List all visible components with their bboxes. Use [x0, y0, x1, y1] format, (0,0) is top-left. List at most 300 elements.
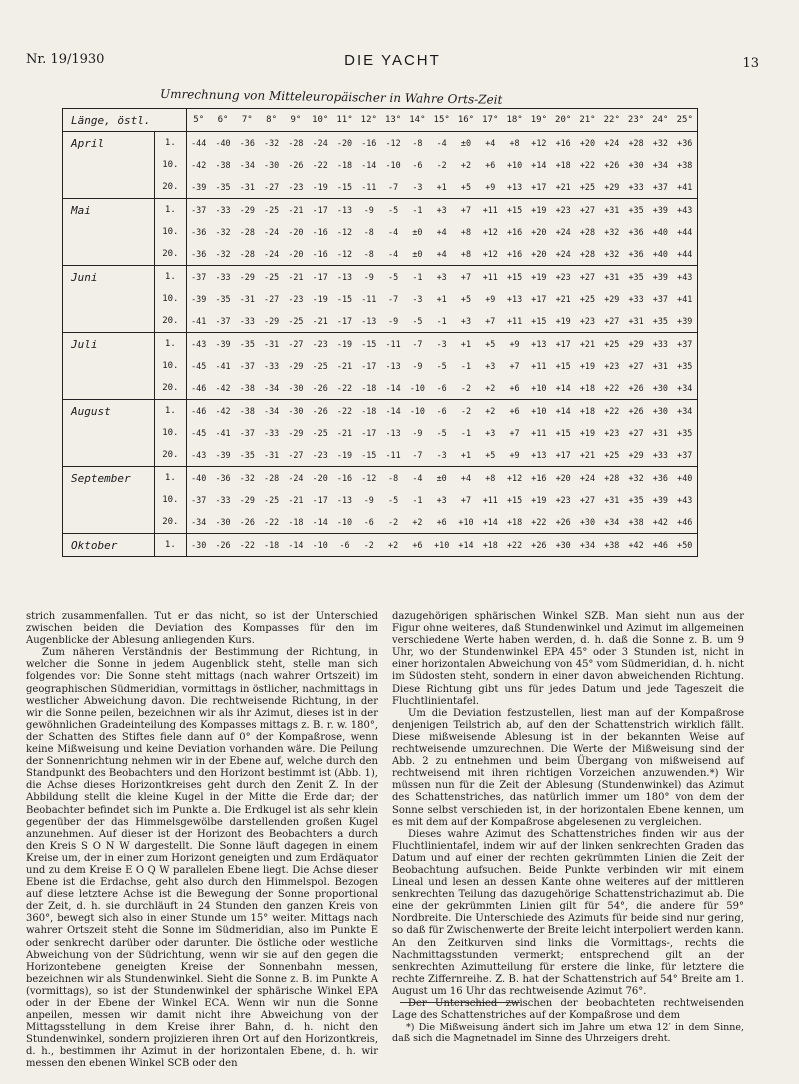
- correction-value-cell: -42: [191, 160, 207, 170]
- month-cell: September: [63, 467, 155, 490]
- correction-value-cell: +21: [575, 333, 599, 356]
- correction-value-cell: -35: [235, 333, 259, 356]
- correction-value-cell: +18: [579, 383, 596, 393]
- correction-value-cell: +36: [628, 227, 644, 237]
- correction-value-cell: -26: [211, 534, 235, 557]
- table-row: [63, 355, 698, 377]
- correction-value-cell: +11: [482, 495, 498, 505]
- correction-value-cell: -22: [264, 517, 280, 527]
- body-paragraph: Dieses wahre Azimut des Schattenstriches finden wir aus der Fluchtlinientafel, indem wir auf der linken senkrechten Graden das Datum und auf einer der rechten gekrümmten Linien die Zeit der Beobachtung aufsuchen. Beide Punkte verbinden wir mit einem Lineal und lesen an dessen Kante ohne weiteres auf der mittleren senkrechten Teilung das dazugehörige Schattenstrichazimut ab. Die eine der gekrümmten Linien gilt für 54°, die andere für 59° Nordbreite. Die Unterschiede des Azimuts für beide sind nur gering, so daß für Zwischenwerte der Breite leicht interpoliert werden kann. An den Zeitkurven sind links die Vormittags-, rechts die Nachmittagsstunden vermerkt; entsprechend gilt an der senkrechten Azimutteilung für erstere die linke, für letztere die rechte Ziffernreihe. Z. B. hat der Schattenstrich auf 54° Breite am 1. August um 16 Uhr das rechtweisende Azimut 76°.: [392, 828, 744, 997]
- correction-value-cell: +13: [527, 333, 551, 356]
- correction-value-cell: +50: [673, 534, 698, 557]
- correction-value-cell: +32: [652, 138, 668, 148]
- correction-value-cell: +27: [628, 428, 644, 438]
- correction-value-cell: +26: [604, 160, 620, 170]
- longitude-header: 5°: [186, 109, 211, 132]
- correction-value-cell: -6: [332, 534, 356, 557]
- correction-value-cell: +23: [604, 428, 620, 438]
- correction-value-cell: +28: [628, 138, 644, 148]
- month-cell: [63, 355, 155, 377]
- correction-value-cell: +19: [531, 495, 547, 505]
- correction-value-cell: -28: [259, 467, 283, 490]
- correction-value-cell: -7: [388, 294, 399, 304]
- issue-number: Nr. 19/1930: [26, 52, 105, 67]
- correction-value-cell: +22: [531, 517, 547, 527]
- correction-value-cell: -1: [405, 199, 429, 222]
- month-cell: [63, 288, 155, 310]
- correction-value-cell: +8: [460, 249, 472, 259]
- correction-value-cell: +21: [555, 294, 571, 304]
- correction-value-cell: +28: [600, 467, 624, 490]
- longitude-header: 16°: [454, 109, 478, 132]
- text-column-left: [26, 611, 378, 1071]
- correction-value-cell: +9: [485, 182, 496, 192]
- correction-value-cell: +34: [575, 534, 599, 557]
- correction-value-cell: -27: [264, 182, 280, 192]
- month-cell: Juli: [63, 333, 155, 356]
- correction-value-cell: -25: [259, 199, 283, 222]
- correction-value-cell: +14: [531, 160, 547, 170]
- correction-value-cell: -14: [361, 160, 377, 170]
- correction-value-cell: -28: [239, 227, 255, 237]
- correction-value-cell: +31: [652, 361, 668, 371]
- correction-value-cell: +40: [652, 249, 668, 259]
- correction-value-cell: ±0: [460, 138, 472, 148]
- correction-value-cell: -5: [381, 266, 405, 289]
- month-cell: [63, 243, 155, 266]
- correction-value-cell: -14: [284, 534, 308, 557]
- longitude-header: 24°: [648, 109, 672, 132]
- table-row: [63, 400, 698, 423]
- correction-value-cell: -37: [191, 495, 207, 505]
- table-row: [63, 154, 698, 176]
- longitude-header: 15°: [430, 109, 454, 132]
- correction-value-cell: +4: [436, 227, 447, 237]
- time-conversion-table: [62, 108, 698, 557]
- correction-value-cell: -14: [385, 383, 401, 393]
- correction-value-cell: -7: [412, 450, 423, 460]
- correction-value-cell: -14: [381, 400, 405, 423]
- correction-value-cell: +13: [507, 182, 523, 192]
- correction-value-cell: +35: [624, 199, 648, 222]
- correction-value-cell: -42: [215, 383, 231, 393]
- correction-value-cell: +7: [454, 266, 478, 289]
- correction-value-cell: +17: [531, 294, 547, 304]
- correction-value-cell: +35: [677, 428, 693, 438]
- correction-value-cell: -41: [215, 361, 231, 371]
- correction-value-cell: -16: [361, 138, 377, 148]
- correction-value-cell: -9: [388, 316, 399, 326]
- correction-value-cell: -13: [332, 199, 356, 222]
- correction-value-cell: +38: [677, 160, 693, 170]
- correction-value-cell: +1: [436, 294, 447, 304]
- day-cell: 1.: [155, 266, 186, 289]
- correction-value-cell: -10: [385, 160, 401, 170]
- table-header-row: [63, 109, 698, 132]
- correction-value-cell: -32: [264, 138, 280, 148]
- correction-value-cell: -8: [381, 467, 405, 490]
- correction-value-cell: -8: [363, 227, 374, 237]
- correction-value-cell: -16: [312, 249, 328, 259]
- correction-value-cell: -29: [264, 316, 280, 326]
- correction-value-cell: +4: [454, 467, 478, 490]
- correction-value-cell: -20: [288, 249, 304, 259]
- correction-value-cell: -10: [336, 517, 353, 527]
- correction-value-cell: +33: [652, 450, 668, 460]
- correction-value-cell: +39: [648, 199, 672, 222]
- correction-value-cell: +40: [652, 227, 668, 237]
- correction-value-cell: -19: [312, 182, 328, 192]
- correction-value-cell: +22: [600, 400, 624, 423]
- correction-value-cell: +12: [482, 249, 498, 259]
- correction-value-cell: -25: [312, 361, 328, 371]
- correction-value-cell: -39: [211, 333, 235, 356]
- day-cell: 10.: [155, 154, 186, 176]
- correction-value-cell: -25: [264, 495, 280, 505]
- correction-value-cell: -19: [312, 294, 328, 304]
- correction-value-cell: +14: [454, 534, 478, 557]
- correction-value-cell: +3: [430, 266, 454, 289]
- correction-value-cell: -4: [436, 138, 447, 148]
- correction-value-cell: +6: [485, 160, 496, 170]
- correction-value-cell: +16: [555, 138, 571, 148]
- month-cell: [63, 444, 155, 467]
- correction-value-cell: +3: [485, 428, 496, 438]
- correction-value-cell: +41: [677, 294, 693, 304]
- correction-value-cell: -38: [215, 160, 231, 170]
- correction-value-cell: +23: [551, 199, 575, 222]
- table-row: [63, 444, 698, 467]
- correction-value-cell: -22: [312, 160, 328, 170]
- day-cell: 10.: [155, 422, 186, 444]
- correction-value-cell: +41: [677, 182, 693, 192]
- correction-value-cell: +36: [677, 138, 693, 148]
- correction-value-cell: -3: [412, 294, 423, 304]
- correction-value-cell: -11: [385, 450, 401, 460]
- longitude-header: 6°: [211, 109, 235, 132]
- correction-value-cell: -33: [211, 199, 235, 222]
- correction-value-cell: +21: [555, 182, 571, 192]
- day-cell: 20.: [155, 176, 186, 199]
- table-row: [63, 266, 698, 289]
- correction-value-cell: -25: [312, 428, 328, 438]
- correction-value-cell: +1: [460, 450, 472, 460]
- correction-value-cell: -16: [312, 227, 328, 237]
- correction-value-cell: +43: [673, 266, 698, 289]
- day-cell: 1.: [155, 132, 186, 155]
- correction-value-cell: +9: [509, 450, 520, 460]
- correction-value-cell: +13: [531, 450, 547, 460]
- correction-value-cell: -43: [186, 333, 211, 356]
- correction-value-cell: +16: [527, 467, 551, 490]
- correction-value-cell: +17: [555, 450, 571, 460]
- correction-value-cell: +26: [527, 534, 551, 557]
- correction-value-cell: +38: [600, 534, 624, 557]
- correction-value-cell: +40: [673, 467, 698, 490]
- correction-value-cell: -29: [235, 266, 259, 289]
- correction-value-cell: +24: [555, 249, 571, 259]
- correction-value-cell: +36: [628, 249, 644, 259]
- correction-value-cell: +3: [436, 495, 447, 505]
- correction-value-cell: +35: [628, 495, 644, 505]
- correction-value-cell: +15: [531, 316, 547, 326]
- correction-value-cell: -17: [361, 361, 377, 371]
- correction-value-cell: -35: [215, 182, 231, 192]
- correction-value-cell: -10: [405, 400, 429, 423]
- correction-value-cell: +5: [478, 333, 502, 356]
- correction-value-cell: -2: [388, 517, 399, 527]
- correction-value-cell: -18: [288, 517, 304, 527]
- correction-value-cell: +9: [485, 294, 496, 304]
- table-row: [63, 333, 698, 356]
- correction-value-cell: +24: [604, 138, 620, 148]
- correction-value-cell: -44: [191, 138, 207, 148]
- correction-value-cell: +6: [502, 400, 526, 423]
- correction-value-cell: +4: [485, 138, 496, 148]
- longitude-header: 23°: [624, 109, 648, 132]
- correction-value-cell: +39: [652, 495, 668, 505]
- correction-value-cell: -21: [336, 428, 353, 438]
- correction-value-cell: +37: [673, 333, 698, 356]
- page-header: [26, 52, 759, 72]
- correction-value-cell: -24: [312, 138, 328, 148]
- correction-value-cell: -13: [361, 316, 377, 326]
- correction-value-cell: -13: [385, 428, 401, 438]
- correction-value-cell: +29: [628, 450, 644, 460]
- day-cell: 20.: [155, 444, 186, 467]
- correction-value-cell: +35: [624, 266, 648, 289]
- correction-value-cell: -25: [259, 266, 283, 289]
- correction-value-cell: ±0: [412, 227, 423, 237]
- correction-value-cell: +3: [430, 199, 454, 222]
- correction-value-cell: -21: [288, 495, 304, 505]
- correction-value-cell: -3: [436, 450, 447, 460]
- correction-value-cell: -5: [412, 316, 423, 326]
- table-body: [63, 132, 698, 557]
- correction-value-cell: -20: [308, 467, 332, 490]
- correction-value-cell: +39: [677, 316, 693, 326]
- correction-value-cell: +7: [485, 316, 496, 326]
- day-cell: 1.: [155, 199, 186, 222]
- correction-value-cell: +25: [579, 294, 596, 304]
- correction-value-cell: +2: [478, 400, 502, 423]
- correction-value-cell: -15: [361, 450, 377, 460]
- correction-value-cell: +25: [579, 182, 596, 192]
- text-column-right: [392, 611, 744, 1022]
- correction-value-cell: +11: [478, 199, 502, 222]
- correction-value-cell: +27: [604, 316, 620, 326]
- correction-value-cell: -31: [259, 333, 283, 356]
- magazine-title: DIE YACHT: [344, 52, 441, 69]
- correction-value-cell: -37: [239, 361, 255, 371]
- correction-value-cell: +20: [551, 467, 575, 490]
- correction-value-cell: +15: [555, 361, 571, 371]
- correction-value-cell: +18: [478, 534, 502, 557]
- correction-value-cell: +38: [628, 517, 644, 527]
- correction-value-cell: +2: [381, 534, 405, 557]
- correction-value-cell: -7: [405, 333, 429, 356]
- correction-value-cell: +3: [485, 361, 496, 371]
- correction-value-cell: -41: [191, 316, 207, 326]
- correction-value-cell: +31: [600, 266, 624, 289]
- correction-value-cell: +24: [575, 467, 599, 490]
- correction-value-cell: -45: [191, 428, 207, 438]
- correction-value-cell: -1: [436, 316, 447, 326]
- table-row: [63, 489, 698, 511]
- correction-value-cell: -7: [388, 182, 399, 192]
- body-paragraph: dazugehörigen sphärischen Winkel SZB. Man sieht nun aus der Figur ohne weiteres, daß Stundenwinkel und Azimut im allgemeinen verschiedene Werte haben werden, d. h. daß die Sonne z. B. um 9 Uhr, wo der Stundenwinkel EPA 45° oder 3 Stunden ist, nicht in einer horizontalen Abweichung von 45° vom Südmeridian, d. h. nicht im Südosten steht, sondern in einer davon abweichenden Richtung. Diese Richtung gibt uns für jedes Datum und jede Tageszeit die Fluchtlinientafel.: [392, 611, 744, 707]
- correction-value-cell: -13: [385, 361, 401, 371]
- correction-value-cell: -29: [288, 428, 304, 438]
- correction-value-cell: +34: [673, 400, 698, 423]
- correction-value-cell: -18: [361, 383, 377, 393]
- correction-value-cell: +19: [579, 361, 596, 371]
- correction-value-cell: +11: [531, 361, 547, 371]
- longitude-header: 13°: [381, 109, 405, 132]
- correction-value-cell: -33: [215, 495, 231, 505]
- correction-value-cell: -17: [361, 428, 377, 438]
- correction-value-cell: -33: [211, 266, 235, 289]
- correction-value-cell: +20: [531, 249, 547, 259]
- correction-value-cell: +10: [430, 534, 454, 557]
- correction-value-cell: -8: [412, 138, 423, 148]
- correction-value-cell: -16: [332, 467, 356, 490]
- longitude-header: 25°: [673, 109, 698, 132]
- correction-value-cell: -12: [336, 227, 353, 237]
- correction-value-cell: +17: [531, 182, 547, 192]
- correction-value-cell: +11: [507, 316, 523, 326]
- correction-value-cell: +10: [527, 400, 551, 423]
- correction-value-cell: -46: [191, 383, 207, 393]
- correction-value-cell: +7: [509, 361, 520, 371]
- correction-value-cell: -25: [288, 316, 304, 326]
- correction-value-cell: -45: [191, 361, 207, 371]
- correction-value-cell: -22: [332, 400, 356, 423]
- correction-value-cell: -18: [336, 160, 353, 170]
- correction-value-cell: ±0: [412, 249, 423, 259]
- table-row: [63, 534, 698, 557]
- correction-value-cell: +18: [555, 160, 571, 170]
- correction-value-cell: -39: [191, 182, 207, 192]
- correction-value-cell: -12: [357, 467, 381, 490]
- correction-value-cell: +5: [460, 182, 472, 192]
- correction-value-cell: +1: [454, 333, 478, 356]
- correction-value-cell: +12: [482, 227, 498, 237]
- correction-value-cell: +42: [652, 517, 668, 527]
- correction-value-cell: -29: [288, 361, 304, 371]
- correction-value-cell: +27: [628, 361, 644, 371]
- longitude-header: 12°: [357, 109, 381, 132]
- correction-value-cell: -36: [239, 138, 255, 148]
- correction-value-cell: -38: [239, 383, 255, 393]
- correction-value-cell: -27: [284, 333, 308, 356]
- correction-value-cell: +43: [673, 199, 698, 222]
- correction-value-cell: +30: [579, 517, 596, 527]
- correction-value-cell: -39: [191, 294, 207, 304]
- correction-value-cell: +37: [677, 450, 693, 460]
- correction-value-cell: +31: [604, 495, 620, 505]
- correction-value-cell: +17: [551, 333, 575, 356]
- correction-value-cell: -24: [264, 249, 280, 259]
- day-cell: 10.: [155, 355, 186, 377]
- correction-value-cell: +14: [555, 383, 571, 393]
- correction-value-cell: +22: [604, 383, 620, 393]
- correction-value-cell: -32: [235, 467, 259, 490]
- correction-value-cell: -5: [436, 428, 447, 438]
- correction-value-cell: -29: [235, 199, 259, 222]
- correction-value-cell: -33: [239, 316, 255, 326]
- correction-value-cell: +7: [460, 495, 472, 505]
- correction-value-cell: -6: [436, 383, 447, 393]
- month-cell: April: [63, 132, 155, 155]
- day-cell: 20.: [155, 511, 186, 534]
- correction-value-cell: -36: [191, 249, 207, 259]
- correction-value-cell: -20: [288, 227, 304, 237]
- correction-value-cell: +15: [502, 199, 526, 222]
- correction-value-cell: -14: [312, 517, 328, 527]
- correction-value-cell: +20: [531, 227, 547, 237]
- correction-value-cell: +23: [579, 316, 596, 326]
- correction-value-cell: -5: [381, 199, 405, 222]
- correction-value-cell: -34: [264, 383, 280, 393]
- correction-value-cell: +26: [628, 383, 644, 393]
- correction-value-cell: +23: [551, 266, 575, 289]
- correction-value-cell: -28: [239, 249, 255, 259]
- correction-value-cell: -23: [308, 333, 332, 356]
- correction-value-cell: -11: [361, 294, 377, 304]
- table-row: [63, 176, 698, 199]
- correction-value-cell: -19: [336, 450, 353, 460]
- correction-value-cell: +37: [652, 182, 668, 192]
- correction-value-cell: -37: [186, 266, 211, 289]
- day-cell: 20.: [155, 243, 186, 266]
- correction-value-cell: +44: [677, 227, 693, 237]
- month-cell: [63, 489, 155, 511]
- month-cell: [63, 422, 155, 444]
- longitude-header: 8°: [259, 109, 283, 132]
- correction-value-cell: -21: [336, 361, 353, 371]
- correction-value-cell: -30: [284, 400, 308, 423]
- longitude-corner-label: Länge, östl.: [63, 109, 187, 132]
- correction-value-cell: +27: [575, 199, 599, 222]
- correction-value-cell: -5: [388, 495, 399, 505]
- correction-value-cell: +16: [507, 227, 523, 237]
- correction-value-cell: +23: [604, 361, 620, 371]
- correction-value-cell: -37: [186, 199, 211, 222]
- correction-value-cell: +42: [624, 534, 648, 557]
- correction-value-cell: +27: [579, 495, 596, 505]
- correction-value-cell: -9: [357, 199, 381, 222]
- correction-value-cell: -4: [388, 249, 399, 259]
- table-row: [63, 310, 698, 333]
- correction-value-cell: +33: [628, 182, 644, 192]
- correction-value-cell: +2: [460, 160, 472, 170]
- correction-value-cell: +19: [527, 199, 551, 222]
- correction-value-cell: +6: [436, 517, 447, 527]
- correction-value-cell: +23: [555, 495, 571, 505]
- correction-value-cell: -23: [288, 182, 304, 192]
- correction-value-cell: -6: [430, 400, 454, 423]
- correction-value-cell: +7: [454, 199, 478, 222]
- correction-value-cell: +25: [604, 450, 620, 460]
- correction-value-cell: +32: [604, 227, 620, 237]
- correction-value-cell: +33: [628, 294, 644, 304]
- longitude-header: 10°: [308, 109, 332, 132]
- correction-value-cell: -18: [259, 534, 283, 557]
- correction-value-cell: +31: [652, 428, 668, 438]
- correction-value-cell: -3: [412, 182, 423, 192]
- correction-value-cell: -12: [385, 138, 401, 148]
